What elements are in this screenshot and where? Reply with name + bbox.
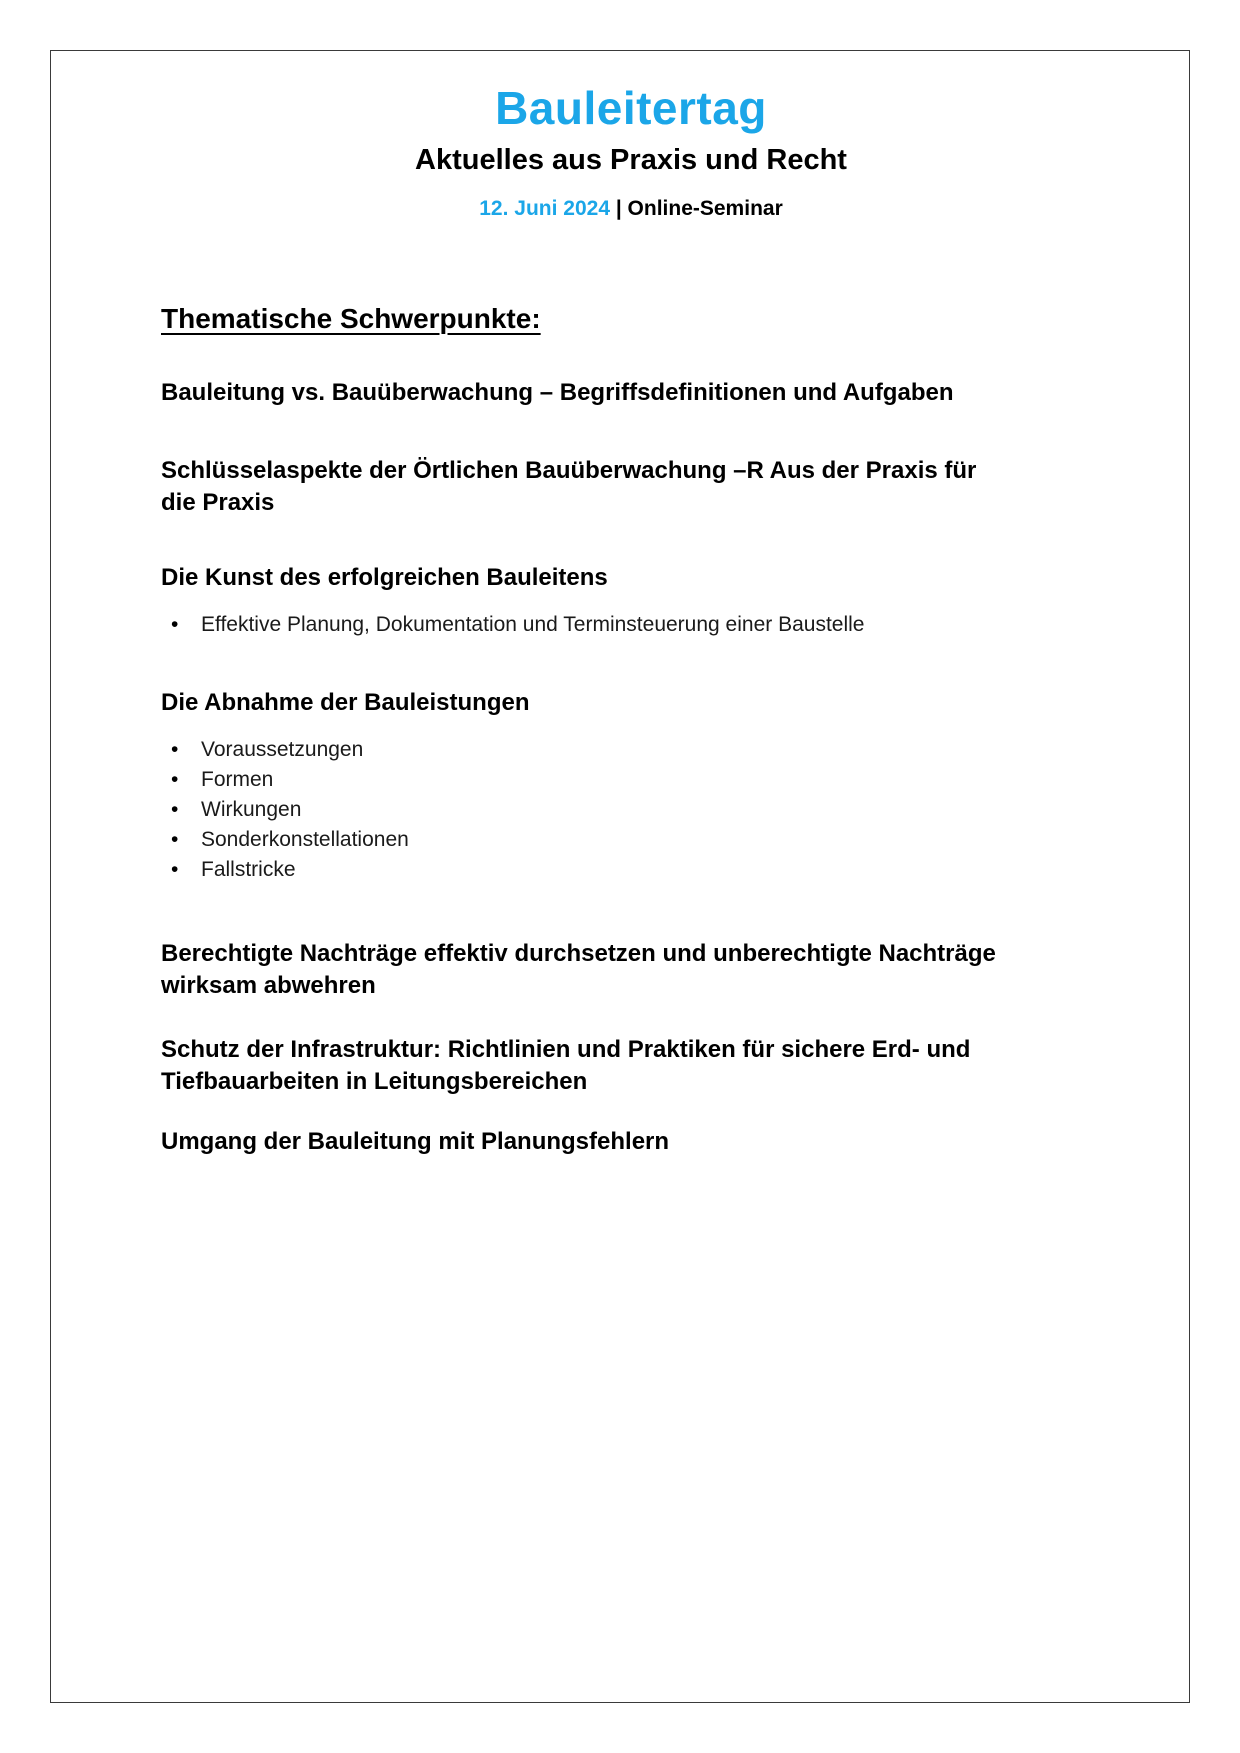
bullet-item: • Sonderkonstellationen (161, 825, 1101, 855)
topic-bullet-list (161, 735, 1101, 885)
page-subtitle: Aktuelles aus Praxis und Recht (415, 143, 847, 176)
section-heading: Thematische Schwerpunkte: (161, 302, 541, 334)
page-title: Bauleitertag (495, 82, 767, 134)
topic-title: Die Abnahme der Bauleistungen (161, 688, 530, 716)
topic-title: Schlüsselaspekte der Örtlichen Bauüberwachung –R Aus der Praxis für die Praxis (161, 456, 977, 516)
event-type: | Online-Seminar (610, 196, 783, 220)
document-header (161, 83, 1101, 221)
topic-bullet-list (161, 610, 1101, 640)
document-body (161, 303, 1101, 1158)
bullet-item: • Formen (161, 765, 1101, 795)
event-dateline (161, 197, 1101, 221)
topic-title: Bauleitung vs. Bauüberwachung – Begriffsdefinitionen und Aufgaben (161, 378, 954, 406)
event-date: 12. Juni 2024 (479, 196, 610, 220)
document-page (50, 50, 1190, 1703)
bullet-item: • Wirkungen (161, 795, 1101, 825)
bullet-item: • Fallstricke (161, 855, 1101, 885)
topic-title: Die Kunst des erfolgreichen Bauleitens (161, 563, 608, 591)
topic-title: Umgang der Bauleitung mit Planungsfehlern (161, 1127, 670, 1155)
topic-title: Berechtigte Nachträge effektiv durchsetzen und unberechtigte Nachträge wirksam abwehren (161, 939, 996, 999)
bullet-item: • Voraussetzungen (161, 735, 1101, 765)
topic-title: Schutz der Infrastruktur: Richtlinien und Praktiken für sichere Erd- und Tiefbauarbeiten in Leitungsbereichen (161, 1035, 971, 1095)
bullet-item: • Effektive Planung, Dokumentation und Terminsteuerung einer Baustelle (161, 610, 1101, 640)
